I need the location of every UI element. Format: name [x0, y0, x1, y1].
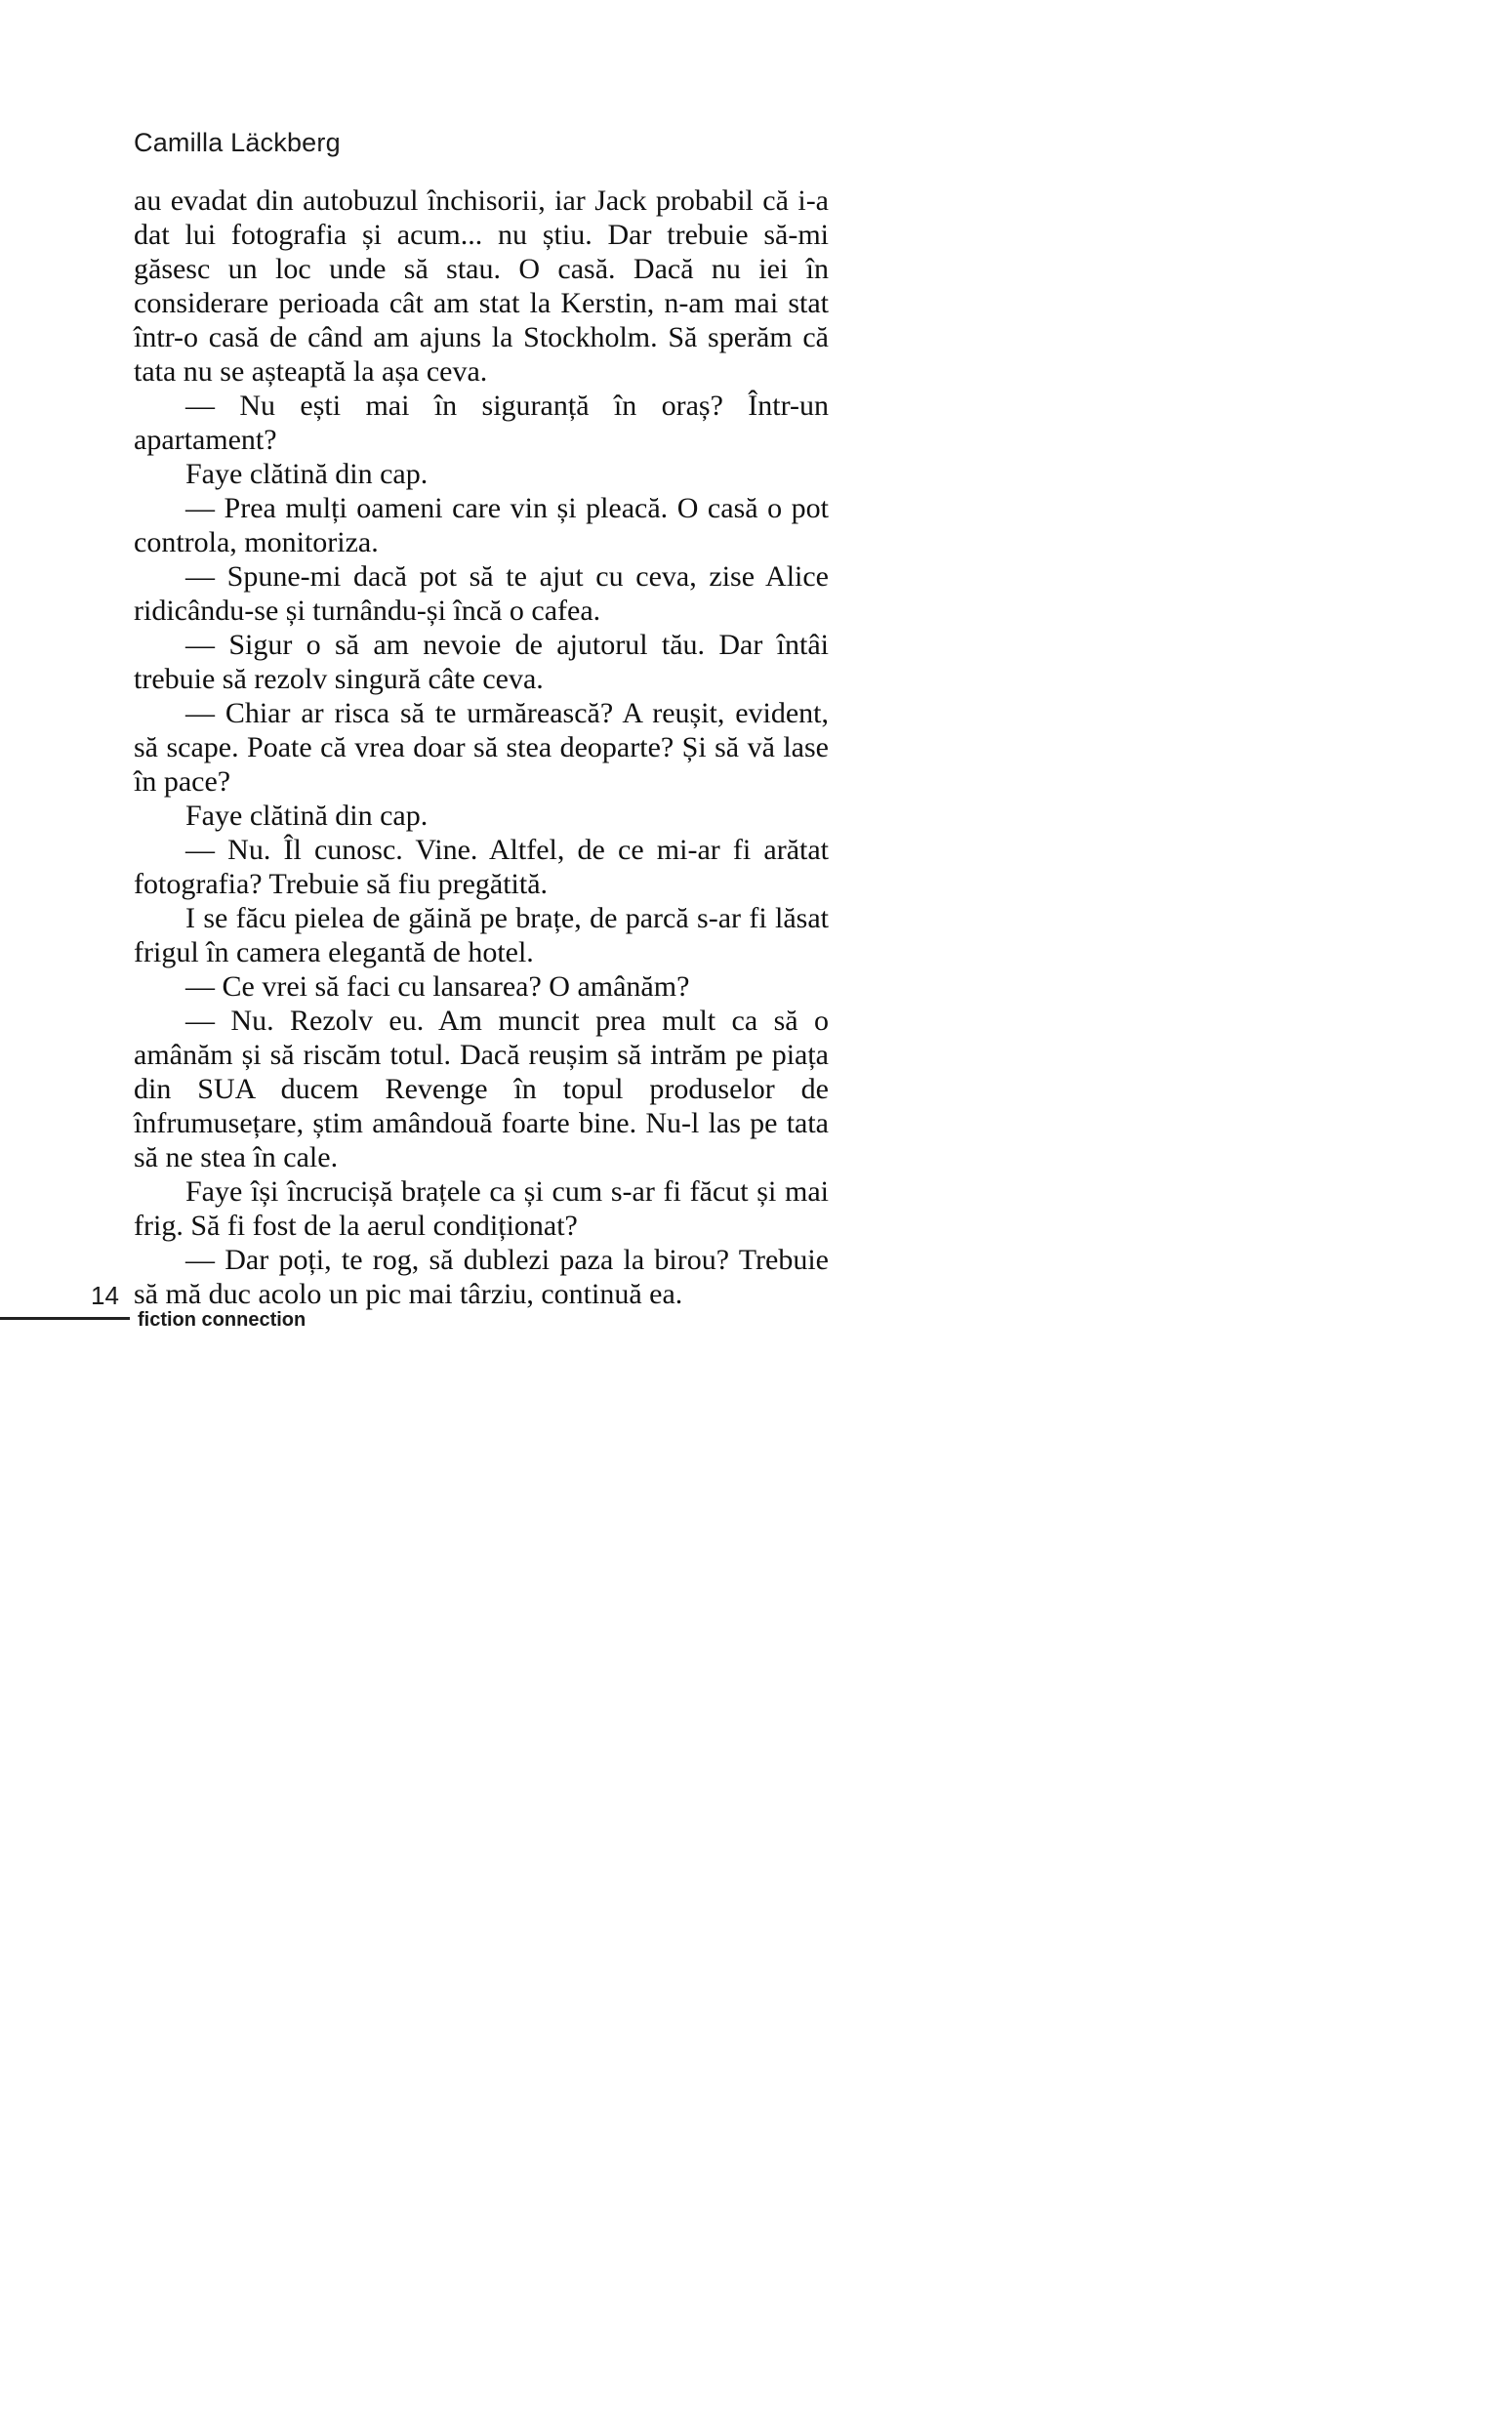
body-paragraph: I se făcu pielea de găină pe brațe, de parcă s-ar fi lăsat frigul în camera elegantă de hotel. — [134, 902, 829, 968]
body-paragraph: — Chiar ar risca să te urmărească? A reușit, evident, să scape. Poate că vrea doar să stea deoparte? Și să vă lase în pace? — [134, 697, 829, 798]
running-header-author: Camilla Läckberg — [134, 128, 341, 157]
body-paragraph: — Ce vrei să faci cu lansarea? O amânăm? — [185, 970, 690, 1003]
body-paragraph: — Nu. Rezolv eu. Am muncit prea mult ca să o amânăm și să riscăm totul. Dacă reușim să intrăm pe piața din SUA ducem Revenge în topul produselor de înfrumusețare, știm amândouă foarte bine. Nu-l las pe tata să ne stea în cale. — [134, 1005, 829, 1173]
body-paragraph: — Dar poți, te rog, să dublezi paza la birou? Trebuie să mă duc acolo un pic mai târziu, continuă ea. — [134, 1244, 829, 1310]
body-paragraph: — Spune-mi dacă pot să te ajut cu ceva, zise Alice ridicându-se și turnându-și încă o cafea. — [134, 560, 829, 627]
body-paragraph: — Prea mulți oameni care vin și pleacă. O casă o pot controla, monitoriza. — [134, 492, 829, 558]
page-number: 14 — [91, 1281, 119, 1310]
body-paragraph: Faye clătină din cap. — [185, 800, 429, 832]
body-paragraph: — Nu ești mai în siguranță în oraș? Într-un apartament? — [134, 390, 829, 456]
body-paragraph: Faye clătină din cap. — [185, 458, 429, 490]
body-paragraph: Faye își încrucișă brațele ca și cum s-ar fi făcut și mai frig. Să fi fost de la aerul condiționat? — [134, 1175, 829, 1242]
body-paragraph: — Sigur o să am nevoie de ajutorul tău. Dar întâi trebuie să rezolv singură câte ceva. — [134, 629, 829, 695]
body-text — [134, 184, 829, 1311]
imprint-label: fiction connection — [138, 1309, 306, 1331]
footer-rule — [0, 1317, 130, 1320]
body-paragraph: — Nu. Îl cunosc. Vine. Altfel, de ce mi-ar fi arătat fotografia? Trebuie să fiu pregătită. — [134, 834, 829, 900]
body-paragraph: au evadat din autobuzul închisorii, iar Jack probabil că i-a dat lui fotografia și acum... nu știu. Dar trebuie să-mi găsesc un loc unde să stau. O casă. Dacă nu iei în considerare perioada cât am stat la Kerstin, n-am mai stat într-o casă de când am ajuns la Stockholm. Să sperăm că tata nu se așteaptă la așa ceva. — [134, 185, 829, 388]
